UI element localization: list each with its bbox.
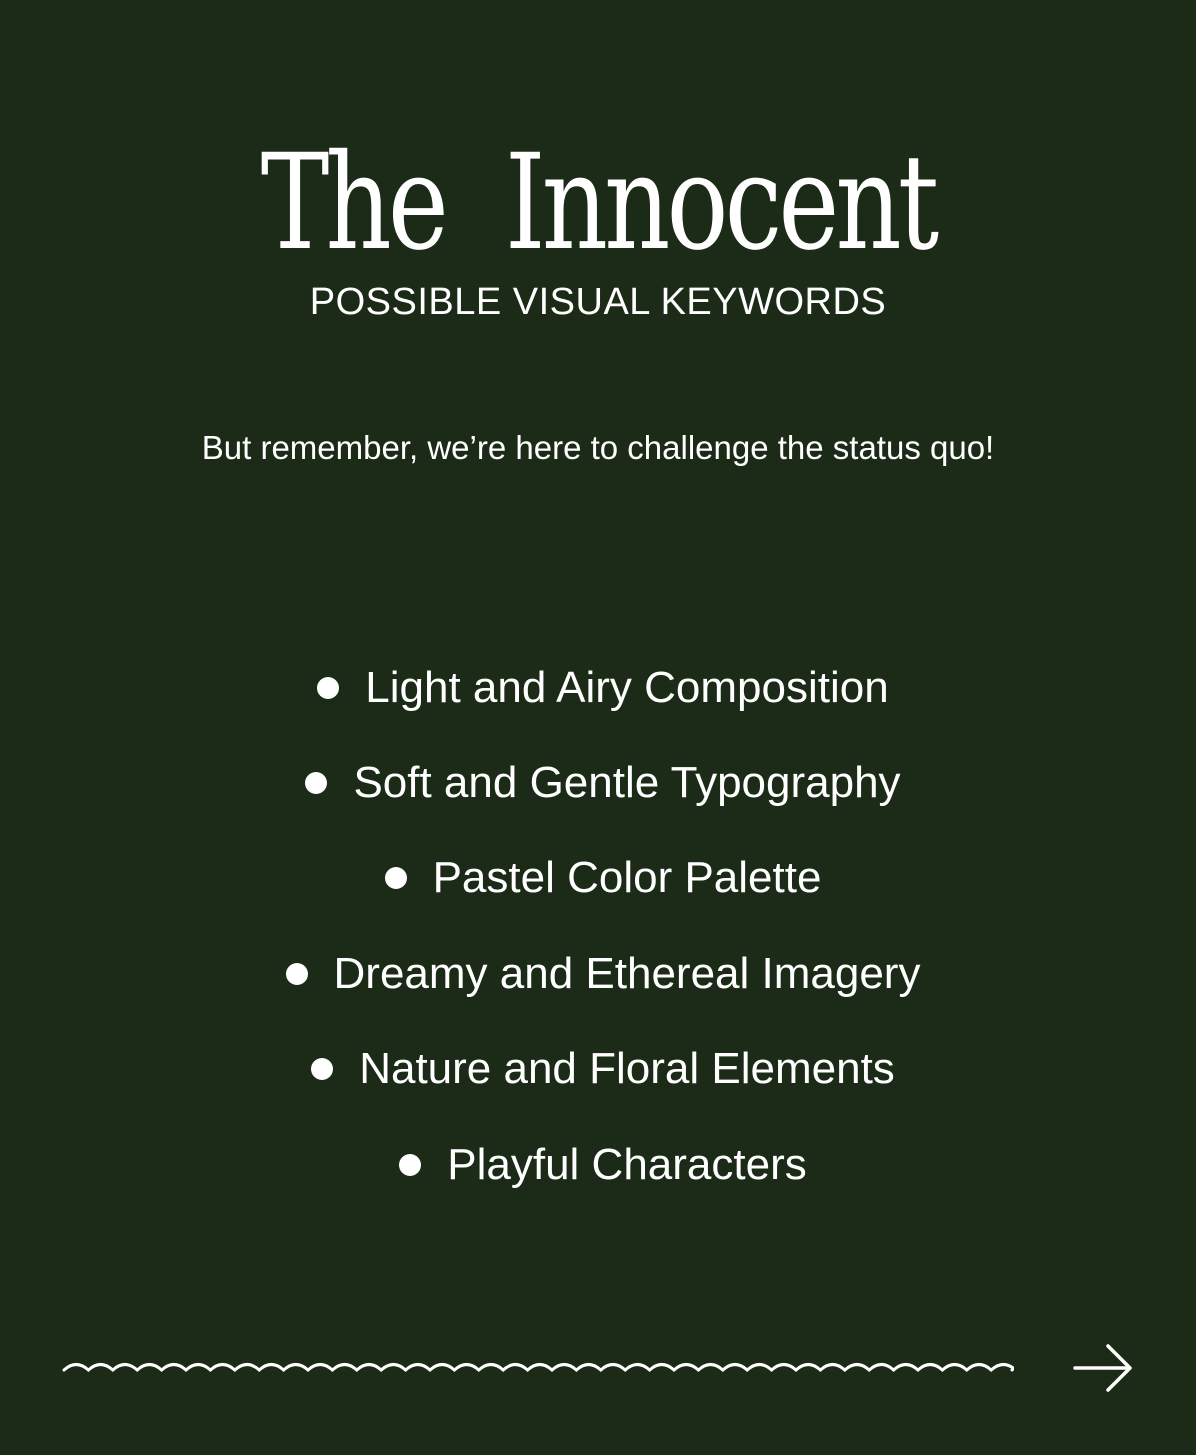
keyword-text: Nature and Floral Elements (359, 1044, 895, 1094)
bullet-icon (317, 677, 339, 699)
reminder-note: But remember, we’re here to challenge the status quo! (201, 429, 995, 466)
list-item (0, 640, 1196, 735)
keyword-text: Playful Characters (447, 1139, 807, 1189)
bullet-icon (311, 1058, 333, 1080)
keyword-text: Soft and Gentle Typography (353, 758, 901, 808)
arrow-right-icon[interactable] (1070, 1340, 1136, 1396)
section-subtitle: POSSIBLE VISUAL KEYWORDS (309, 281, 887, 323)
page-title: The Innocent (260, 126, 936, 281)
list-item (0, 926, 1196, 1021)
list-item (0, 1117, 1196, 1212)
wave-divider-icon (62, 1352, 1014, 1384)
keyword-list (0, 640, 1196, 1212)
keyword-text: Light and Airy Composition (365, 662, 889, 712)
keyword-text: Dreamy and Ethereal Imagery (333, 948, 921, 998)
bullet-icon (385, 867, 407, 889)
bullet-icon (286, 963, 308, 985)
bullet-icon (399, 1154, 421, 1176)
bullet-icon (305, 772, 327, 794)
list-item (0, 831, 1196, 926)
keyword-text: Pastel Color Palette (432, 853, 822, 903)
list-item (0, 1022, 1196, 1117)
list-item (0, 735, 1196, 830)
